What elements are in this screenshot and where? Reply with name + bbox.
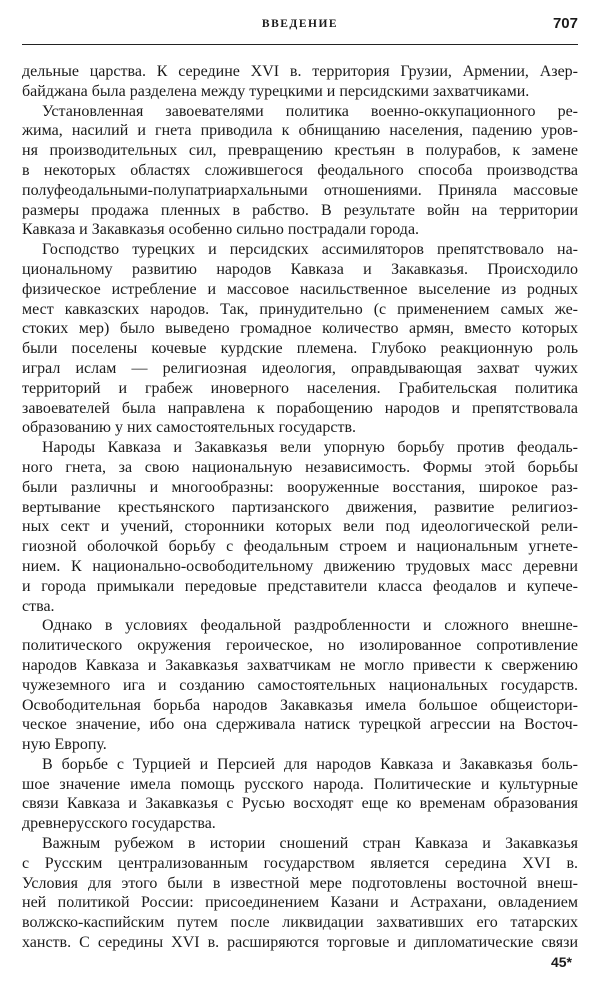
text-line: В борьбе с Турцией и Персией для народов Кавказа и Закавказья боль-: [42, 755, 578, 773]
text-line: Освободительная борьба народов Закавказья имела большое общеистори-: [22, 696, 578, 714]
paragraph: [22, 62, 578, 102]
text-line: стоких мер) было выведено громадное количество армян, вместо которых: [22, 320, 578, 338]
text-line: древнерусского государства.: [22, 815, 216, 833]
text-line: ных сект и учений, сторонники которых вели под идеологической рели-: [22, 518, 578, 536]
text-line: Господство турецких и персидских ассимиляторов препятствовало на-: [42, 241, 578, 259]
text-line: завоевателей была направлена к порабощению народов и препятствовала: [22, 399, 578, 417]
text-line: циональному развитию народов Кавказа и Закавказья. Происходило: [22, 260, 578, 278]
text-line: ней политикой России: присоединением Казани и Астрахани, овладением: [22, 894, 578, 912]
paragraph: [22, 438, 578, 616]
text-line: ства.: [22, 597, 55, 615]
page-header: [22, 14, 578, 45]
text-line: ного гнета, за свою национальную независимость. Формы этой борьбы: [22, 458, 578, 476]
text-line: Условия для этого были в известной мере подготовлены восточной внеш-: [22, 874, 578, 892]
signature-mark: 45*: [550, 954, 572, 970]
text-line: чужеземного ига и созданию самостоятельных национальных государств.: [22, 676, 578, 694]
paragraph: [22, 834, 578, 953]
text-line: ханств. С середины XVI в. расширяются торговые и дипломатические связи: [22, 934, 578, 952]
text-line: с Русским централизованным государством является середина XVI в.: [22, 854, 578, 872]
text-line: нием. К национально-освободительному движению трудовых масс деревни: [22, 557, 578, 575]
text-line: образованию у них самостоятельных государств.: [22, 419, 356, 437]
text-line: политического окружения героическое, но изолированное сопротивление: [22, 637, 578, 655]
running-title: ВВЕДЕНИЕ: [261, 18, 339, 30]
text-line: гиозной оболочкой борьбу с феодальным строем и национальным угнете-: [22, 538, 578, 556]
text-line: играл ислам — религиозная идеология, оправдывающая захват чужих: [22, 359, 578, 377]
text-line: волжско-каспийским путем после ликвидации захвативших его татарских: [22, 914, 578, 932]
text-line: ческое значение, ибо она сдерживала натиск турецкой агрессии на Восточ-: [22, 716, 578, 734]
paragraph: [22, 755, 578, 834]
text-line: Установленная завоевателями политика военно-оккупационного ре-: [42, 102, 578, 120]
text-line: Важным рубежом в истории сношений стран Кавказа и Закавказья: [42, 835, 578, 853]
text-line: шое значение имела помощь русского народа. Политические и культурные: [22, 775, 578, 793]
text-line: народов Кавказа и Закавказья захватчикам не могло привести к свержению: [22, 656, 578, 674]
text-line: в некоторых областях сложившегося феодального способа производства: [22, 161, 578, 179]
paragraph: [22, 102, 578, 241]
text-line: ня производительных сил, превращению крестьян в полурабов, к замене: [22, 142, 578, 160]
body-text: [22, 62, 578, 953]
page-number: 707: [552, 15, 578, 32]
text-line: территорий и грабеж иноверного населения. Грабительская политика: [22, 379, 578, 397]
text-line: байджана была разделена между турецкими и персидскими захватчиками.: [22, 82, 530, 100]
text-line: Однако в условиях феодальной раздробленности и сложного внешне-: [42, 617, 578, 635]
text-line: физическое истребление и массовое насильственное выселение из родных: [22, 280, 578, 298]
text-line: и города примыкали передовые представители класса феодалов и купече-: [22, 577, 578, 595]
text-line: связи Кавказа и Закавказья с Русью восходят еще ко временам образования: [22, 795, 578, 813]
text-line: были различны и многообразны: вооруженные восстания, широкое раз-: [22, 478, 578, 496]
text-line: вертывание крестьянского партизанского движения, развитие религиоз-: [22, 498, 578, 516]
text-line: были поселены кочевые курдские племена. Глубоко реакционную роль: [22, 340, 578, 358]
text-line: Народы Кавказа и Закавказья вели упорную борьбу против феодаль-: [42, 439, 578, 457]
text-line: размеры продажа пленных в рабство. В результате войн на территории: [22, 201, 578, 219]
paragraph: [22, 240, 578, 438]
paragraph: [22, 616, 578, 755]
text-line: жима, насилий и гнета приводила к обнищанию населения, падению уров-: [22, 122, 578, 140]
text-line: полуфеодальными-полупатриархальными отношениями. Приняла массовые: [22, 181, 578, 199]
text-line: Кавказа и Закавказья особенно сильно пострадали города.: [22, 221, 420, 239]
text-line: мест кавказских народов. Так, принудительно (с применением самых же-: [22, 300, 578, 318]
text-line: дельные царства. К середине XVI в. территория Грузии, Армении, Азер-: [22, 63, 578, 80]
text-line: ную Европу.: [22, 736, 107, 754]
